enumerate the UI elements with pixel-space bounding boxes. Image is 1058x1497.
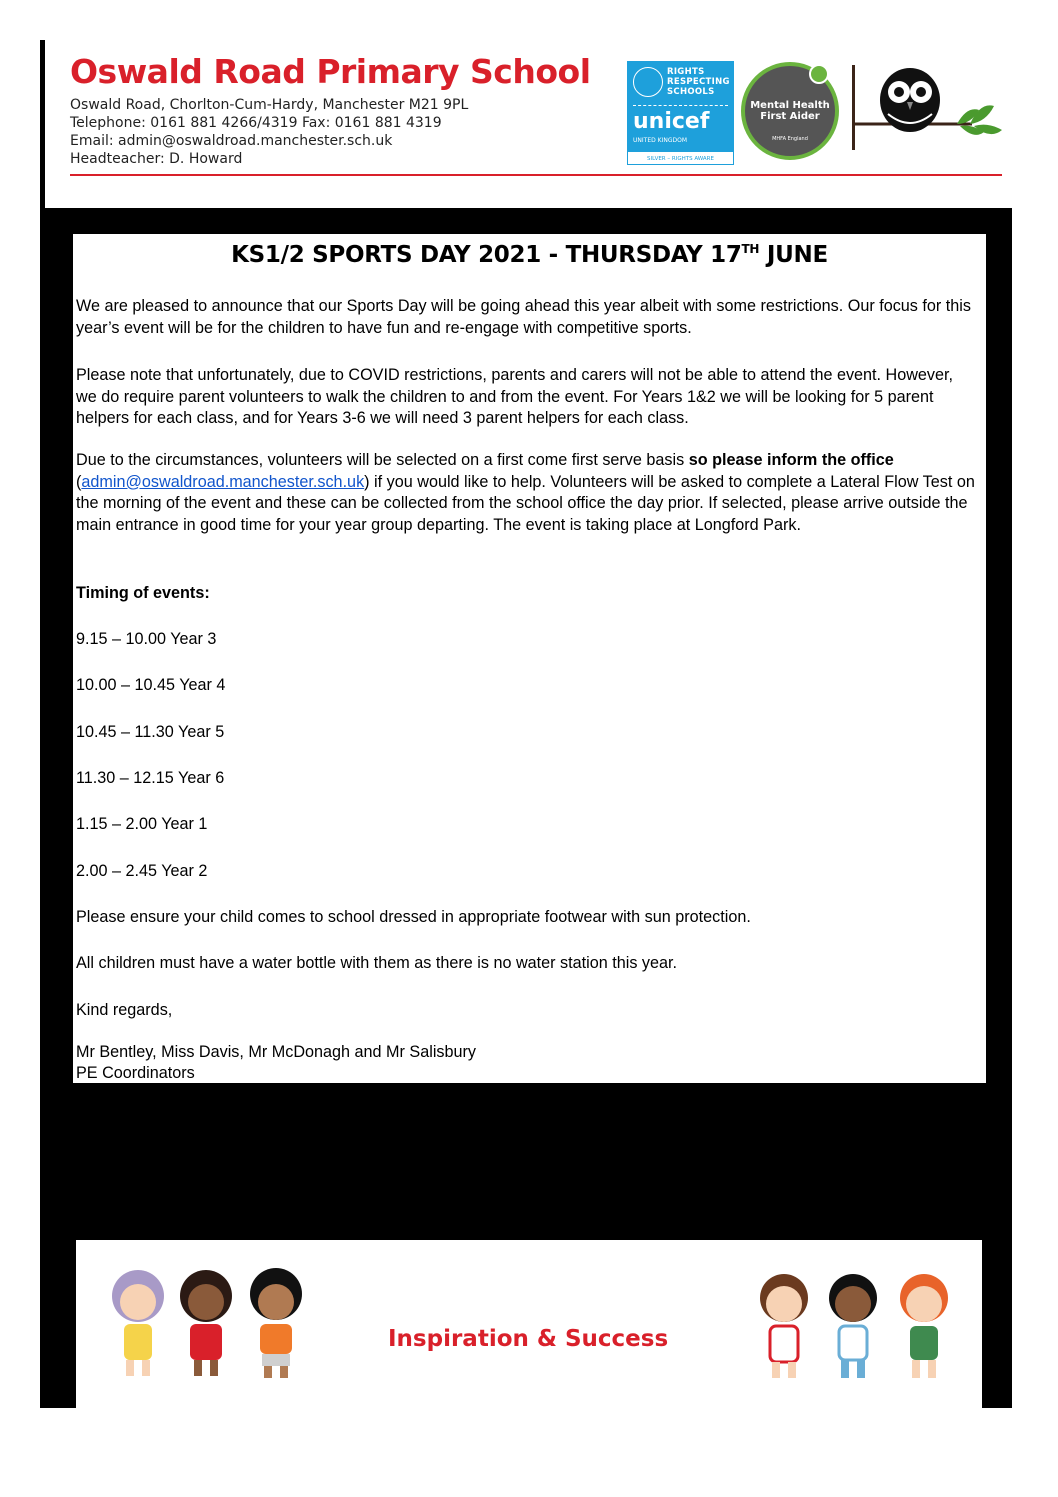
signatories: Mr Bentley, Miss Davis, Mr McDonagh and Mr Salisbury bbox=[76, 1043, 476, 1061]
paragraph-water: All children must have a water bottle with them as there is no water station this year. bbox=[76, 954, 678, 972]
school-letterhead bbox=[70, 52, 630, 168]
owl-on-branch-logo bbox=[852, 62, 1007, 152]
children-cartoon-left-icon bbox=[98, 1264, 313, 1384]
school-address: Oswald Road, Chorlton-Cum-Hardy, Manchester M21 9PL bbox=[70, 97, 469, 113]
mhfa-drop-icon bbox=[809, 64, 829, 84]
rrs-divider bbox=[633, 105, 728, 106]
timing-item: 10.00 – 10.45 Year 4 bbox=[76, 676, 226, 694]
school-motto: Inspiration & Success bbox=[388, 1326, 669, 1352]
paragraph-covid: Please note that unfortunately, due to COVID restrictions, parents and carers will not be able to attend the event. However, we do require parent volunteers to walk the children to and from the event. For Years 1&2 we will be looking for 5 parent helpers for each class, and for Years 3-6 we will need 3 parent helpers for each class. bbox=[76, 366, 954, 427]
mental-health-first-aider-logo bbox=[741, 62, 839, 160]
closing: Kind regards, bbox=[76, 1001, 173, 1019]
unicef-wordmark: unicef bbox=[633, 109, 710, 134]
timing-item: 1.15 – 2.00 Year 1 bbox=[76, 815, 208, 833]
rrs-emblem-icon bbox=[633, 67, 663, 97]
letter-body bbox=[73, 234, 986, 1083]
timing-item: 2.00 – 2.45 Year 2 bbox=[76, 862, 208, 880]
timing-item: 11.30 – 12.15 Year 6 bbox=[76, 769, 225, 787]
rrs-text: RIGHTS RESPECTING SCHOOLS bbox=[667, 67, 730, 97]
timing-heading: Timing of events: bbox=[76, 584, 210, 602]
paragraph-volunteers: Due to the circumstances, volunteers will be selected on a first come first serve basis so please inform the office (admin@oswaldroad.manchester.sch.uk) if you would like to help. Volunteers will be asked to complete a Lateral Flow Test on the morning of the event and these can be collected from the school office the day prior. If selected, please arrive outside the main entrance in good time for your year group departing. The event is taking place at Longford Park. bbox=[76, 451, 975, 534]
letter-title: KS1/2 SPORTS DAY 2021 - THURSDAY 17TH JUNE bbox=[231, 242, 828, 268]
school-telephone: Telephone: 0161 881 4266/4319 Fax: 0161 881 4319 bbox=[70, 115, 442, 131]
timing-item: 9.15 – 10.00 Year 3 bbox=[76, 630, 217, 648]
left-margin-bar bbox=[40, 40, 45, 208]
school-name: Oswald Road Primary School bbox=[70, 52, 591, 91]
paragraph-intro: We are pleased to announce that our Sports Day will be going ahead this year albeit with some restrictions. Our focus for this year’s event will be for the children to have fun and re-engage with competitive sports. bbox=[76, 297, 971, 337]
timing-item: 10.45 – 11.30 Year 5 bbox=[76, 723, 225, 741]
children-cartoon-right-icon bbox=[748, 1264, 963, 1389]
rrs-level: SILVER – RIGHTS AWARE bbox=[627, 151, 734, 165]
headteacher: Headteacher: D. Howard bbox=[70, 151, 243, 167]
mhfa-title: Mental Health First Aider bbox=[750, 100, 830, 122]
signatory-role: PE Coordinators bbox=[76, 1064, 195, 1082]
school-email: Email: admin@oswaldroad.manchester.sch.uk bbox=[70, 133, 393, 149]
office-email-link[interactable]: admin@oswaldroad.manchester.sch.uk bbox=[81, 472, 365, 491]
mhfa-sub: MHFA England bbox=[772, 136, 808, 142]
letterhead-rule bbox=[70, 174, 1002, 176]
footer-banner bbox=[76, 1240, 982, 1408]
rights-respecting-schools-logo bbox=[627, 61, 734, 165]
paragraph-footwear: Please ensure your child comes to school dressed in appropriate footwear with sun protection. bbox=[76, 908, 751, 926]
unicef-uk: UNITED KINGDOM bbox=[633, 137, 687, 144]
